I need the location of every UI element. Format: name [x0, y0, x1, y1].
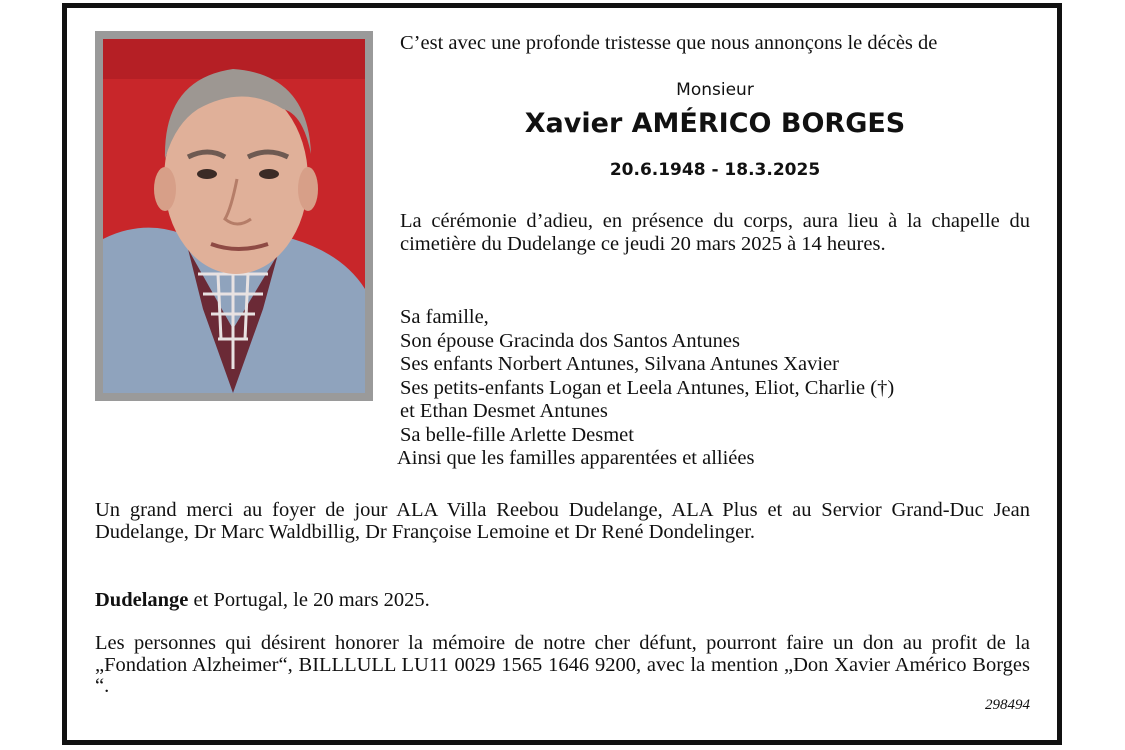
family-line: et Ethan Desmet Antunes: [400, 400, 608, 422]
donation-text: Les personnes qui désirent honorer la mémoire de notre cher défunt, pourront faire un don au profit de la „Fondation Alzheimer“, BILLLULL LU11 0029 1565 1646 9200, avec la mention „Don Xavier Américo Borges “.: [95, 632, 1030, 697]
ceremony-text: La cérémonie d’adieu, en présence du corps, aura lieu à la chapelle du cimetière du Dudelange ce jeudi 20 mars 2025 à 14 heures.: [400, 210, 1030, 255]
family-line: Ses enfants Norbert Antunes, Silvana Antunes Xavier: [400, 353, 839, 375]
family-line: Ses petits-enfants Logan et Leela Antunes, Eliot, Charlie (†): [400, 376, 895, 399]
portrait-photo: [95, 31, 373, 401]
honorific: Monsieur: [676, 80, 754, 100]
family-line: Sa belle-fille Arlette Desmet: [400, 423, 634, 446]
family-line: Ainsi que les familles apparentées et alliées: [397, 447, 755, 469]
reference-number: 298494: [985, 697, 1030, 713]
family-line: Sa famille,: [400, 306, 489, 328]
thanks-text: Un grand merci au foyer de jour ALA Villa Reebou Dudelange, ALA Plus et au Servior Grand-Duc Jean Dudelange, Dr Marc Waldbillig, Dr Françoise Lemoine et Dr René Dondelinger.: [95, 499, 1030, 543]
intro-text: C’est avec une profonde tristesse que nous annonçons le décès de: [400, 32, 938, 54]
deceased-name: Xavier AMÉRICO BORGES: [524, 108, 906, 139]
place-rest: et Portugal, le 20 mars 2025.: [188, 589, 430, 611]
place-bold: Dudelange: [95, 589, 189, 611]
family-line: Son épouse Gracinda dos Santos Antunes: [400, 329, 740, 352]
family-list: [397, 306, 1040, 471]
place-date: [95, 589, 430, 612]
life-dates: 20.6.1948 - 18.3.2025: [609, 160, 821, 180]
